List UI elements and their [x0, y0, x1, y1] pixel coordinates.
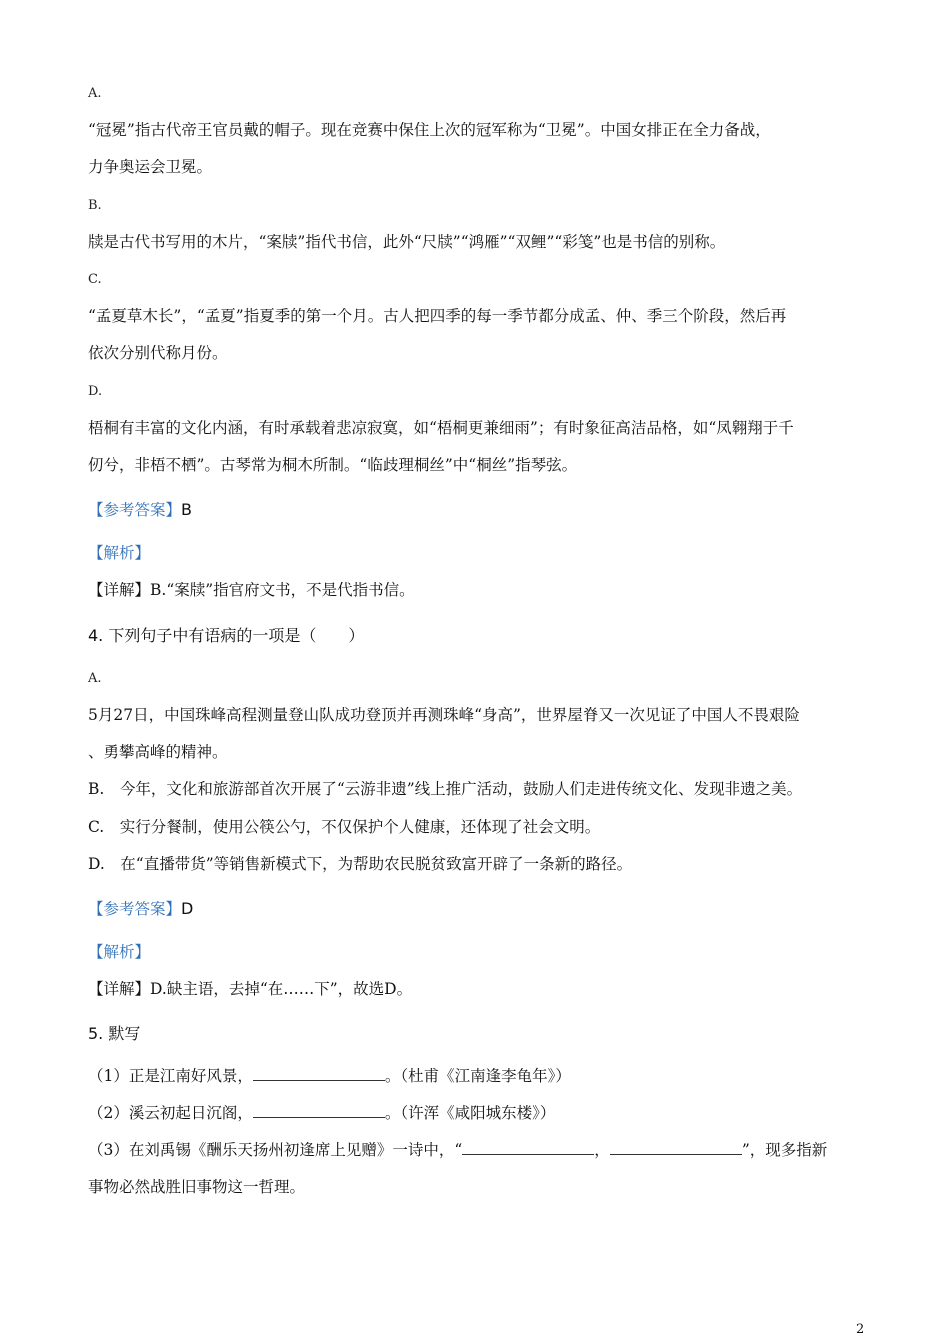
q5-title: 5. 默写	[88, 1024, 141, 1043]
q4-title: 4. 下列句子中有语病的一项是（ ）	[88, 626, 365, 645]
fill-blank[interactable]	[462, 1140, 594, 1155]
page-number: 2	[856, 1322, 865, 1337]
q4-option-a-text: 5月27日，中国珠峰高程测量登山队成功登顶并再测珠峰“身高”，世界屋脊又一次见证了中国人不畏艰险	[88, 706, 800, 724]
q3-option-b-text: 牍是古代书写用的木片，“案牍”指代书信，此外“尺牍”“鸿雁”“双鲤”“彩笺”也是书信的别称。	[88, 233, 726, 251]
q4-detail	[88, 979, 412, 999]
detail-tag: 【详解】	[88, 581, 151, 599]
q3-option-d-label: D.	[88, 384, 103, 399]
q4-option-b: B. 今年，文化和旅游部首次开展了“云游非遗”线上推广活动，鼓励人们走进传统文化、发现非遗之美。	[88, 780, 803, 798]
q5-item-1-prefix: （1）正是江南好风景，	[88, 1067, 253, 1085]
fill-blank[interactable]	[610, 1140, 742, 1155]
q5-item-3-comma: ，	[594, 1141, 610, 1159]
q5-item-2	[88, 1103, 555, 1123]
q3-option-c-text: 依次分别代称月份。	[88, 344, 228, 362]
detail-text: D.缺主语，去掉“在……下”，故选D。	[150, 980, 413, 998]
q5-item-3-continued: 事物必然战胜旧事物这一哲理。	[88, 1178, 306, 1196]
q5-item-2-prefix: （2）溪云初起日沉阁，	[88, 1104, 253, 1122]
q4-option-a-text: 、勇攀高峰的精神。	[88, 743, 228, 761]
q3-option-a-text: “冠冕”指古代帝王官员戴的帽子。现在竞赛中保住上次的冠军称为“卫冕”。中国女排正在全力备战，	[88, 121, 771, 139]
q5-item-1	[88, 1066, 571, 1086]
q5-item-2-suffix: 。（许浑《咸阳城东楼》）	[384, 1104, 556, 1122]
detail-text: B.“案牍”指官府文书，不是代指书信。	[150, 581, 415, 599]
q5-item-3	[88, 1140, 827, 1160]
q3-option-c-text: “孟夏草木长”，“孟夏”指夏季的第一个月。古人把四季的每一季节都分成孟、仲、季三个阶段，然后再	[88, 307, 787, 325]
q4-option-d: D. 在“直播带货”等销售新模式下，为帮助农民脱贫致富开辟了一条新的路径。	[88, 855, 633, 873]
q3-detail	[88, 580, 415, 600]
answer-tag: 【参考答案】	[88, 900, 182, 918]
q3-option-b-label: B.	[88, 198, 102, 213]
q3-option-d-text: 梧桐有丰富的文化内涵，有时承载着悲凉寂寞，如“梧桐更兼细雨”；有时象征高洁品格，如“凤翱翔于千	[88, 419, 794, 437]
answer-tag: 【参考答案】	[88, 501, 182, 519]
answer-value: B	[181, 500, 192, 519]
q3-option-a-text: 力争奥运会卫冕。	[88, 158, 213, 176]
q4-analysis-tag: 【解析】	[88, 943, 151, 961]
fill-blank[interactable]	[253, 1066, 385, 1081]
q3-answer	[88, 500, 192, 520]
q3-analysis-tag: 【解析】	[88, 544, 151, 562]
q5-item-3-prefix: （3）在刘禹锡《酬乐天扬州初逢席上见赠》一诗中，“	[88, 1141, 463, 1159]
q5-item-1-suffix: 。（杜甫《江南逢李龟年》）	[384, 1067, 571, 1085]
q4-option-a-label: A.	[88, 671, 102, 686]
answer-value: D	[181, 899, 194, 918]
q4-option-c: C. 实行分餐制，使用公筷公勺，不仅保护个人健康，还体现了社会文明。	[88, 818, 601, 836]
detail-tag: 【详解】	[88, 980, 151, 998]
q3-option-a-label: A.	[88, 86, 102, 101]
q4-answer	[88, 899, 193, 919]
q5-item-3-suffix: ”，现多指新	[741, 1141, 828, 1159]
fill-blank[interactable]	[253, 1103, 385, 1118]
q3-option-c-label: C.	[88, 272, 102, 287]
q3-option-d-text: 仞兮，非梧不栖”。古琴常为桐木所制。“临歧理桐丝”中“桐丝”指琴弦。	[88, 456, 578, 474]
